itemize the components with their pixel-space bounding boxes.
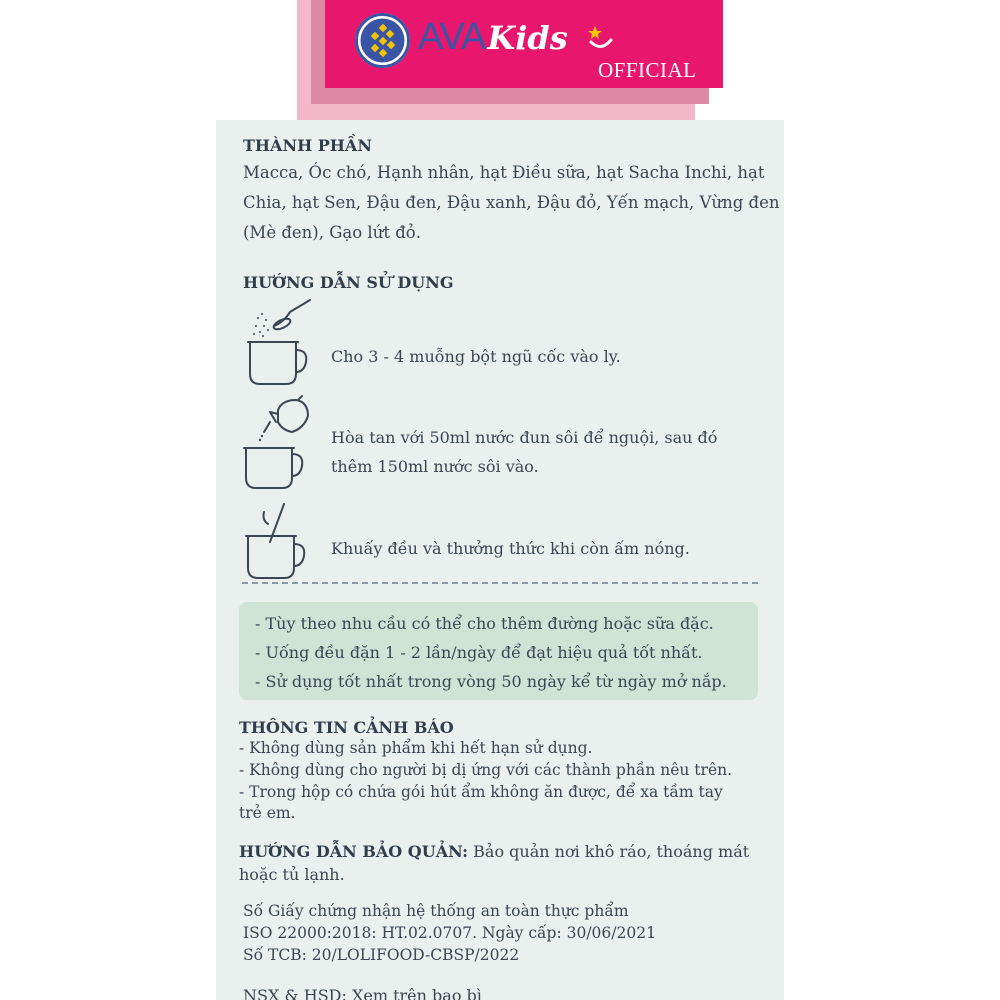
ingredients-line: (Mè đen), Gạo lứt đỏ. bbox=[243, 223, 421, 242]
stir-cup-icon bbox=[244, 502, 314, 584]
storage-text: Bảo quản nơi khô ráo, thoáng mát hoặc tủ lạnh. bbox=[239, 842, 750, 884]
warning-title: THÔNG TIN CẢNH BÁO bbox=[239, 718, 454, 737]
brand-name-ava: AVA bbox=[418, 16, 486, 58]
smile-moon-icon bbox=[587, 22, 615, 52]
ingredients-line: Macca, Óc chó, Hạnh nhân, hạt Điều sữa, hạt Sacha Inchi, hạt bbox=[243, 163, 765, 182]
dashed-divider bbox=[242, 582, 758, 584]
usage-step-1-text: Cho 3 - 4 muỗng bột ngũ cốc vào ly. bbox=[331, 347, 621, 366]
official-badge: OFFICIAL bbox=[598, 58, 697, 82]
ava-pinwheel-logo-icon bbox=[355, 13, 410, 68]
certification-line: ISO 22000:2018: HT.02.0707. Ngày cấp: 30/06/2021 bbox=[243, 924, 656, 942]
usage-step-2-text: thêm 150ml nước sôi vào. bbox=[331, 457, 539, 476]
brand-name bbox=[418, 16, 568, 60]
product-label bbox=[216, 120, 784, 1000]
usage-title: HƯỚNG DẪN SỬ DỤNG bbox=[243, 273, 454, 292]
usage-tip: - Tùy theo nhu cầu có thể cho thêm đường hoặc sữa đặc. bbox=[255, 614, 714, 633]
usage-tip: - Uống đều đặn 1 - 2 lần/ngày để đạt hiệu quả tốt nhất. bbox=[255, 643, 703, 662]
brand-name-kids: Kids bbox=[487, 19, 568, 57]
usage-step-2-text: Hòa tan với 50ml nước đun sôi để nguội, sau đó bbox=[331, 428, 718, 447]
usage-step-3-text: Khuấy đều và thưởng thức khi còn ấm nóng. bbox=[331, 539, 690, 558]
warning-line: - Không dùng cho người bị dị ứng với các thành phần nêu trên. bbox=[239, 761, 733, 779]
ingredients-title: THÀNH PHẦN bbox=[243, 136, 372, 155]
kettle-cup-icon bbox=[242, 392, 312, 492]
usage-tips-box bbox=[239, 602, 758, 700]
production-expiry-note: NSX & HSD: Xem trên bao bì bbox=[243, 986, 482, 1000]
ingredients-line: Chia, hạt Sen, Đậu đen, Đậu xanh, Đậu đỏ, Yến mạch, Vừng đen bbox=[243, 193, 780, 212]
storage-label: HƯỚNG DẪN BẢO QUẢN: bbox=[239, 842, 469, 861]
certification-line: Số TCB: 20/LOLIFOOD-CBSP/2022 bbox=[243, 946, 520, 964]
certification-line: Số Giấy chứng nhận hệ thống an toàn thực phẩm bbox=[243, 902, 629, 920]
warning-line: trẻ em. bbox=[239, 804, 296, 822]
spoon-cup-icon bbox=[244, 296, 314, 388]
usage-tip: - Sử dụng tốt nhất trong vòng 50 ngày kể từ ngày mở nắp. bbox=[255, 672, 727, 691]
warning-line: - Trong hộp có chứa gói hút ẩm không ăn được, để xa tầm tay bbox=[239, 783, 723, 801]
warning-line: - Không dùng sản phẩm khi hết hạn sử dụng. bbox=[239, 739, 593, 757]
storage-instructions bbox=[239, 840, 764, 886]
